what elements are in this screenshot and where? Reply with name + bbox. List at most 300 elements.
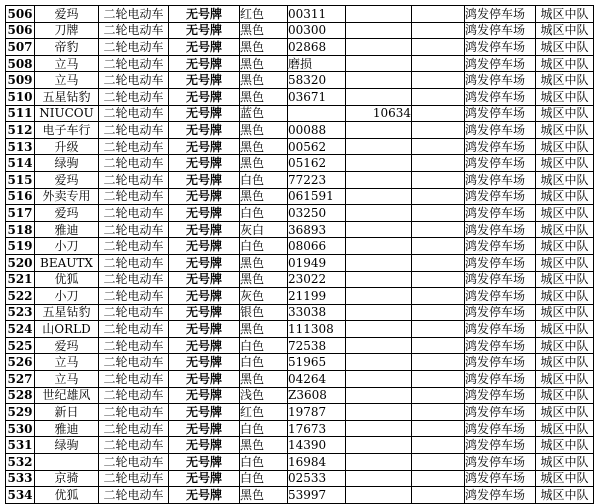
color-cell: 白色 (240, 470, 288, 487)
brand-cell: 外卖专用 (35, 188, 99, 205)
blank-cell (412, 354, 465, 371)
storage-place-cell: 鸿发停车场 (465, 55, 536, 72)
blank-cell (412, 404, 465, 421)
brand-cell: 绿驹 (35, 155, 99, 172)
extra-code-cell (346, 188, 412, 205)
row-number: 534 (7, 488, 33, 503)
vehicle-type-cell: 二轮电动车 (99, 88, 169, 105)
blank-cell (412, 138, 465, 155)
extra-code-cell (346, 420, 412, 437)
storage-place-cell: 鸿发停车场 (465, 138, 536, 155)
extra-code-cell (346, 387, 412, 404)
vehicle-type-cell: 二轮电动车 (99, 288, 169, 305)
extra-code-cell (346, 470, 412, 487)
brand-cell: 爱玛 (35, 337, 99, 354)
storage-place-cell: 鸿发停车场 (465, 487, 536, 504)
extra-code-cell (346, 254, 412, 271)
plate-cell: 无号牌 (169, 238, 240, 255)
row-number: 519 (7, 239, 33, 254)
plate-cell: 无号牌 (169, 371, 240, 388)
color-cell: 黑色 (240, 138, 288, 155)
unit-cell: 城区中队 (536, 6, 594, 23)
row-number: 508 (7, 56, 33, 71)
unit-cell: 城区中队 (536, 304, 594, 321)
plate-cell: 无号牌 (169, 221, 240, 238)
brand-cell: 新日 (35, 404, 99, 421)
blank-cell (412, 271, 465, 288)
row-number: 506 (7, 6, 33, 21)
plate-cell: 无号牌 (169, 205, 240, 222)
blank-cell (412, 337, 465, 354)
vehicle-type-cell: 二轮电动车 (99, 105, 169, 122)
unit-cell: 城区中队 (536, 55, 594, 72)
vehicle-type-cell: 二轮电动车 (99, 39, 169, 56)
extra-code-cell (346, 22, 412, 39)
storage-place-cell: 鸿发停车场 (465, 337, 536, 354)
vehicle-type-cell: 二轮电动车 (99, 487, 169, 504)
table-row (6, 205, 594, 222)
blank-cell (412, 105, 465, 122)
table-row (6, 105, 594, 122)
plate-cell: 无号牌 (169, 420, 240, 437)
row-number: 520 (7, 255, 33, 270)
table-row (6, 171, 594, 188)
frame-code-cell: 72538 (288, 337, 346, 354)
frame-code-cell: 19787 (288, 404, 346, 421)
frame-code-cell: 00311 (288, 6, 346, 23)
frame-code-cell: 77223 (288, 171, 346, 188)
color-cell: 黑色 (240, 437, 288, 454)
brand-cell: 立马 (35, 55, 99, 72)
vehicle-type-cell: 二轮电动车 (99, 138, 169, 155)
vehicle-type-cell: 二轮电动车 (99, 404, 169, 421)
brand-cell: BEAUTX (35, 254, 99, 271)
plate-cell: 无号牌 (169, 271, 240, 288)
frame-code-cell: 04264 (288, 371, 346, 388)
blank-cell (412, 238, 465, 255)
extra-code-cell (346, 55, 412, 72)
blank-cell (412, 304, 465, 321)
blank-cell (412, 22, 465, 39)
table-row (6, 6, 594, 23)
plate-cell: 无号牌 (169, 437, 240, 454)
frame-code-cell: 53997 (288, 487, 346, 504)
table-row (6, 288, 594, 305)
unit-cell: 城区中队 (536, 39, 594, 56)
unit-cell: 城区中队 (536, 72, 594, 89)
extra-code-cell (346, 122, 412, 139)
table-row (6, 88, 594, 105)
row-number: 526 (7, 355, 33, 370)
extra-code-cell (346, 88, 412, 105)
table-row (6, 387, 594, 404)
table-row (6, 122, 594, 139)
unit-cell: 城区中队 (536, 22, 594, 39)
brand-cell: 电子车行 (35, 122, 99, 139)
color-cell: 黑色 (240, 254, 288, 271)
brand-cell: 立马 (35, 72, 99, 89)
row-number: 527 (7, 371, 33, 386)
frame-code-cell: 111308 (288, 321, 346, 338)
storage-place-cell: 鸿发停车场 (465, 470, 536, 487)
plate-cell: 无号牌 (169, 88, 240, 105)
storage-place-cell: 鸿发停车场 (465, 205, 536, 222)
color-cell: 灰白 (240, 221, 288, 238)
blank-cell (412, 72, 465, 89)
brand-cell: 立马 (35, 371, 99, 388)
frame-code-cell: 23022 (288, 271, 346, 288)
frame-code-cell: 00300 (288, 22, 346, 39)
plate-cell: 无号牌 (169, 337, 240, 354)
plate-cell: 无号牌 (169, 39, 240, 56)
vehicle-type-cell: 二轮电动车 (99, 354, 169, 371)
blank-cell (412, 88, 465, 105)
plate-cell: 无号牌 (169, 454, 240, 471)
row-number: 529 (7, 405, 33, 420)
extra-code-cell (346, 371, 412, 388)
frame-code-cell: 02533 (288, 470, 346, 487)
blank-cell (412, 188, 465, 205)
row-number: 523 (7, 305, 33, 320)
storage-place-cell: 鸿发停车场 (465, 304, 536, 321)
storage-place-cell: 鸿发停车场 (465, 188, 536, 205)
vehicle-type-cell: 二轮电动车 (99, 55, 169, 72)
color-cell: 红色 (240, 6, 288, 23)
blank-cell (412, 221, 465, 238)
frame-code-cell: 17673 (288, 420, 346, 437)
blank-cell (412, 321, 465, 338)
unit-cell: 城区中队 (536, 88, 594, 105)
unit-cell: 城区中队 (536, 138, 594, 155)
brand-cell: 爱玛 (35, 171, 99, 188)
frame-code-cell: 01949 (288, 254, 346, 271)
vehicle-type-cell: 二轮电动车 (99, 470, 169, 487)
storage-place-cell: 鸿发停车场 (465, 155, 536, 172)
frame-code-cell: 00562 (288, 138, 346, 155)
table-row (6, 404, 594, 421)
brand-cell: 雅迪 (35, 221, 99, 238)
brand-cell: 优狐 (35, 271, 99, 288)
row-number: 528 (7, 388, 33, 403)
unit-cell: 城区中队 (536, 238, 594, 255)
storage-place-cell: 鸿发停车场 (465, 6, 536, 23)
storage-place-cell: 鸿发停车场 (465, 354, 536, 371)
row-number: 533 (7, 471, 33, 486)
blank-cell (412, 288, 465, 305)
vehicle-type-cell: 二轮电动车 (99, 371, 169, 388)
storage-place-cell: 鸿发停车场 (465, 404, 536, 421)
table-row (6, 188, 594, 205)
unit-cell: 城区中队 (536, 155, 594, 172)
storage-place-cell: 鸿发停车场 (465, 321, 536, 338)
table-row (6, 238, 594, 255)
storage-place-cell: 鸿发停车场 (465, 122, 536, 139)
unit-cell: 城区中队 (536, 420, 594, 437)
storage-place-cell: 鸿发停车场 (465, 22, 536, 39)
table-row (6, 55, 594, 72)
color-cell: 黑色 (240, 487, 288, 504)
frame-code-cell: 51965 (288, 354, 346, 371)
unit-cell: 城区中队 (536, 288, 594, 305)
vehicle-type-cell: 二轮电动车 (99, 171, 169, 188)
blank-cell (412, 171, 465, 188)
brand-cell: 立马 (35, 354, 99, 371)
storage-place-cell: 鸿发停车场 (465, 221, 536, 238)
row-number: 522 (7, 288, 33, 303)
frame-code-cell: 08066 (288, 238, 346, 255)
blank-cell (412, 254, 465, 271)
storage-place-cell: 鸿发停车场 (465, 288, 536, 305)
row-number: 506 (7, 23, 33, 38)
color-cell: 黑色 (240, 72, 288, 89)
storage-place-cell: 鸿发停车场 (465, 371, 536, 388)
table-row (6, 39, 594, 56)
row-number: 511 (7, 106, 33, 121)
extra-code-cell (346, 155, 412, 172)
row-number: 530 (7, 421, 33, 436)
unit-cell: 城区中队 (536, 105, 594, 122)
color-cell: 白色 (240, 205, 288, 222)
vehicle-type-cell: 二轮电动车 (99, 420, 169, 437)
brand-cell: 绿驹 (35, 437, 99, 454)
vehicle-type-cell: 二轮电动车 (99, 454, 169, 471)
plate-cell: 无号牌 (169, 387, 240, 404)
table-row (6, 454, 594, 471)
plate-cell: 无号牌 (169, 171, 240, 188)
vehicle-type-cell: 二轮电动车 (99, 321, 169, 338)
blank-cell (412, 205, 465, 222)
vehicle-type-cell: 二轮电动车 (99, 238, 169, 255)
unit-cell: 城区中队 (536, 171, 594, 188)
storage-place-cell: 鸿发停车场 (465, 254, 536, 271)
frame-code-cell: 03671 (288, 88, 346, 105)
unit-cell: 城区中队 (536, 437, 594, 454)
row-number: 509 (7, 73, 33, 88)
plate-cell: 无号牌 (169, 55, 240, 72)
blank-cell (412, 470, 465, 487)
unit-cell: 城区中队 (536, 205, 594, 222)
color-cell: 蓝色 (240, 105, 288, 122)
row-number: 510 (7, 89, 33, 104)
color-cell: 黑色 (240, 188, 288, 205)
plate-cell: 无号牌 (169, 122, 240, 139)
unit-cell: 城区中队 (536, 387, 594, 404)
extra-code-cell (346, 304, 412, 321)
color-cell: 浅色 (240, 387, 288, 404)
color-cell: 灰色 (240, 288, 288, 305)
color-cell: 黑色 (240, 155, 288, 172)
extra-code-cell (346, 404, 412, 421)
storage-place-cell: 鸿发停车场 (465, 105, 536, 122)
vehicle-type-cell: 二轮电动车 (99, 221, 169, 238)
extra-code-cell (346, 487, 412, 504)
table-row (6, 155, 594, 172)
vehicle-register-table (5, 5, 594, 504)
brand-cell: 山ORLD (35, 321, 99, 338)
extra-code-cell (346, 454, 412, 471)
row-number: 517 (7, 205, 33, 220)
plate-cell: 无号牌 (169, 354, 240, 371)
plate-cell: 无号牌 (169, 188, 240, 205)
row-number: 515 (7, 172, 33, 187)
blank-cell (412, 487, 465, 504)
color-cell: 黑色 (240, 55, 288, 72)
blank-cell (412, 437, 465, 454)
extra-code-cell (346, 354, 412, 371)
brand-cell: 京骑 (35, 470, 99, 487)
frame-code-cell: 00088 (288, 122, 346, 139)
extra-code-cell (346, 205, 412, 222)
unit-cell: 城区中队 (536, 188, 594, 205)
table-row (6, 221, 594, 238)
frame-code-cell: 16984 (288, 454, 346, 471)
brand-cell: 爱玛 (35, 6, 99, 23)
extra-code-cell: 10634 (346, 105, 412, 122)
brand-cell: 世纪雄风 (35, 387, 99, 404)
brand-cell: 五星钻豹 (35, 304, 99, 321)
color-cell: 白色 (240, 238, 288, 255)
storage-place-cell: 鸿发停车场 (465, 420, 536, 437)
extra-code-cell (346, 39, 412, 56)
frame-code-cell: 05162 (288, 155, 346, 172)
frame-code-cell: 03250 (288, 205, 346, 222)
vehicle-type-cell: 二轮电动车 (99, 72, 169, 89)
color-cell: 黑色 (240, 122, 288, 139)
brand-cell: 爱玛 (35, 205, 99, 222)
unit-cell: 城区中队 (536, 254, 594, 271)
row-number: 514 (7, 156, 33, 171)
brand-cell: 五星钻豹 (35, 88, 99, 105)
color-cell: 黑色 (240, 22, 288, 39)
brand-cell: 小刀 (35, 288, 99, 305)
table-row (6, 437, 594, 454)
vehicle-type-cell: 二轮电动车 (99, 437, 169, 454)
unit-cell: 城区中队 (536, 404, 594, 421)
vehicle-type-cell: 二轮电动车 (99, 254, 169, 271)
color-cell: 白色 (240, 420, 288, 437)
extra-code-cell (346, 171, 412, 188)
plate-cell: 无号牌 (169, 155, 240, 172)
plate-cell: 无号牌 (169, 404, 240, 421)
table-row (6, 420, 594, 437)
extra-code-cell (346, 337, 412, 354)
blank-cell (412, 420, 465, 437)
color-cell: 黑色 (240, 271, 288, 288)
table-row (6, 138, 594, 155)
frame-code-cell: 14390 (288, 437, 346, 454)
frame-code-cell: 061591 (288, 188, 346, 205)
unit-cell: 城区中队 (536, 354, 594, 371)
blank-cell (412, 6, 465, 23)
brand-cell (35, 454, 99, 471)
unit-cell: 城区中队 (536, 271, 594, 288)
plate-cell: 无号牌 (169, 138, 240, 155)
storage-place-cell: 鸿发停车场 (465, 271, 536, 288)
unit-cell: 城区中队 (536, 337, 594, 354)
table-row (6, 371, 594, 388)
plate-cell: 无号牌 (169, 22, 240, 39)
storage-place-cell: 鸿发停车场 (465, 238, 536, 255)
frame-code-cell: 磨损 (288, 55, 346, 72)
table-row (6, 321, 594, 338)
color-cell: 黑色 (240, 321, 288, 338)
plate-cell: 无号牌 (169, 254, 240, 271)
storage-place-cell: 鸿发停车场 (465, 437, 536, 454)
table-row (6, 304, 594, 321)
brand-cell: NIUCOU (35, 105, 99, 122)
color-cell: 黑色 (240, 39, 288, 56)
table-row (6, 254, 594, 271)
color-cell: 白色 (240, 337, 288, 354)
plate-cell: 无号牌 (169, 288, 240, 305)
table-row (6, 337, 594, 354)
unit-cell: 城区中队 (536, 454, 594, 471)
table-row (6, 22, 594, 39)
row-number: 532 (7, 454, 33, 469)
unit-cell: 城区中队 (536, 371, 594, 388)
brand-cell: 雅迪 (35, 420, 99, 437)
extra-code-cell (346, 72, 412, 89)
extra-code-cell (346, 6, 412, 23)
color-cell: 白色 (240, 171, 288, 188)
color-cell: 红色 (240, 404, 288, 421)
plate-cell: 无号牌 (169, 6, 240, 23)
vehicle-type-cell: 二轮电动车 (99, 188, 169, 205)
blank-cell (412, 155, 465, 172)
blank-cell (412, 39, 465, 56)
table-row (6, 72, 594, 89)
table-body (6, 6, 594, 504)
extra-code-cell (346, 138, 412, 155)
frame-code-cell: 02868 (288, 39, 346, 56)
unit-cell: 城区中队 (536, 221, 594, 238)
unit-cell: 城区中队 (536, 470, 594, 487)
storage-place-cell: 鸿发停车场 (465, 171, 536, 188)
table-row (6, 271, 594, 288)
blank-cell (412, 55, 465, 72)
vehicle-type-cell: 二轮电动车 (99, 271, 169, 288)
vehicle-type-cell: 二轮电动车 (99, 122, 169, 139)
vehicle-type-cell: 二轮电动车 (99, 22, 169, 39)
brand-cell: 刀牌 (35, 22, 99, 39)
unit-cell: 城区中队 (536, 487, 594, 504)
blank-cell (412, 122, 465, 139)
color-cell: 黑色 (240, 371, 288, 388)
row-number: 524 (7, 322, 33, 337)
color-cell: 白色 (240, 354, 288, 371)
blank-cell (412, 454, 465, 471)
extra-code-cell (346, 271, 412, 288)
row-number: 512 (7, 122, 33, 137)
extra-code-cell (346, 437, 412, 454)
frame-code-cell: 36893 (288, 221, 346, 238)
frame-code-cell: 21199 (288, 288, 346, 305)
storage-place-cell: 鸿发停车场 (465, 387, 536, 404)
vehicle-type-cell: 二轮电动车 (99, 387, 169, 404)
vehicle-type-cell: 二轮电动车 (99, 304, 169, 321)
blank-cell (412, 387, 465, 404)
plate-cell: 无号牌 (169, 105, 240, 122)
extra-code-cell (346, 321, 412, 338)
frame-code-cell: 33038 (288, 304, 346, 321)
row-number: 507 (7, 39, 33, 54)
storage-place-cell: 鸿发停车场 (465, 39, 536, 56)
frame-code-cell (288, 105, 346, 122)
plate-cell: 无号牌 (169, 321, 240, 338)
vehicle-type-cell: 二轮电动车 (99, 337, 169, 354)
unit-cell: 城区中队 (536, 321, 594, 338)
storage-place-cell: 鸿发停车场 (465, 454, 536, 471)
